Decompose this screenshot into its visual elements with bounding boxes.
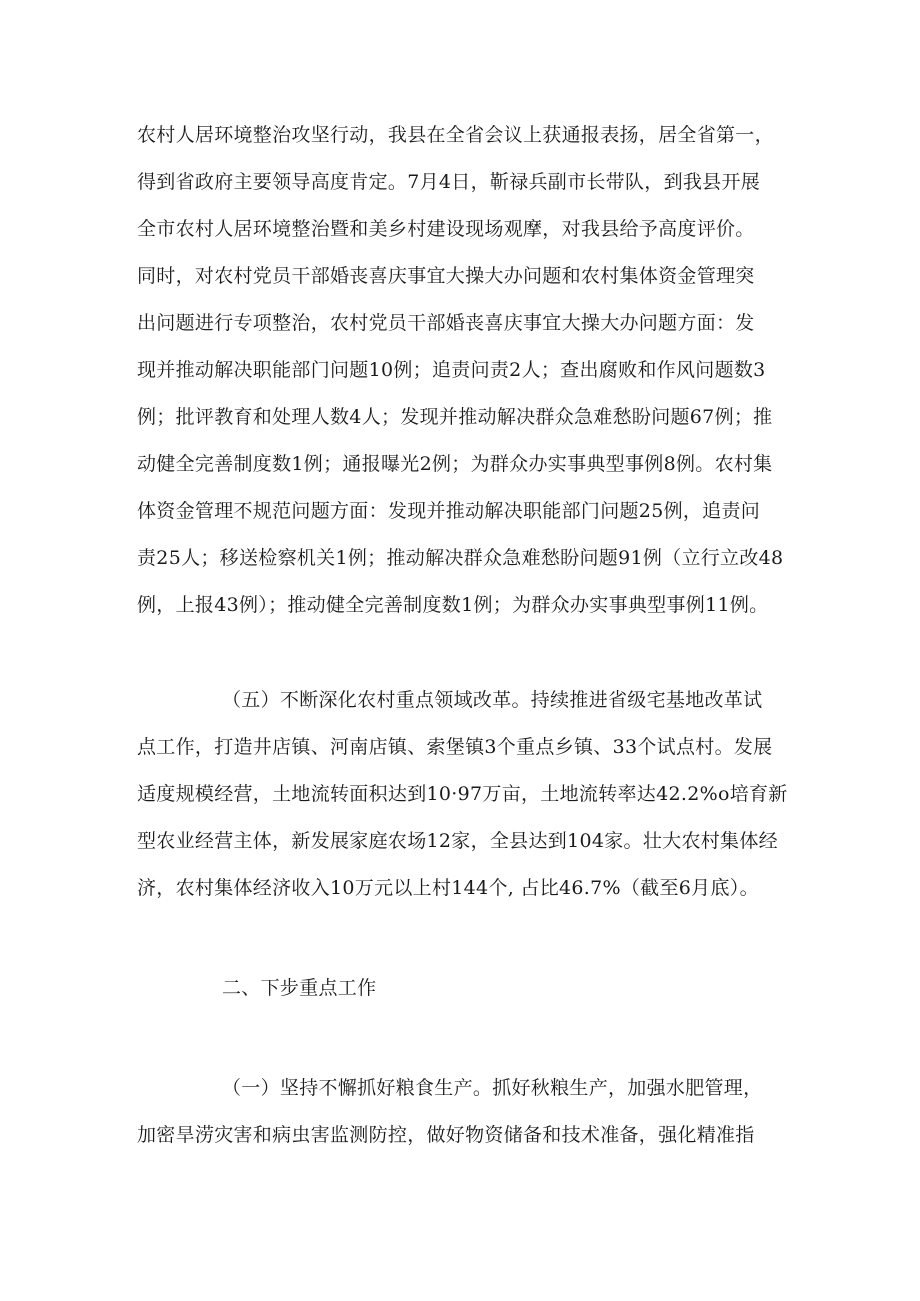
text-line: 责25人；移送检察机关1例；推动解决群众急难愁盼问题91例（立行立改48	[137, 547, 784, 569]
text-line: 型农业经营主体，新发展家庭农场12家，全县达到104家。壮大农村集体经	[137, 830, 778, 852]
text-line: 现并推动解决职能部门问题10例；追责问责2人；查出腐败和作风问题数3	[137, 359, 766, 381]
text-line: 济，农村集体经济收入10万元以上村144个, 占比46.7%（截至6月底）。	[137, 877, 759, 899]
text-line: 农村人居环境整治攻坚行动，我县在全省会议上获通报表扬，居全省第一，	[137, 124, 774, 146]
text-line: 例；批评教育和处理人数4人；发现并推动解决群众急难愁盼问题67例；推	[137, 406, 773, 428]
text-line: 适度规模经营，土地流转面积达到10·97万亩，土地流转率达42.2%o培育新	[137, 783, 788, 805]
text-line: 得到省政府主要领导高度肯定。7月4日，靳禄兵副市长带队，到我县开展	[137, 171, 761, 193]
text-line: 加密旱涝灾害和病虫害监测防控，做好物资储备和技术准备，强化精准指	[137, 1124, 755, 1146]
text-line: 体资金管理不规范问题方面：发现并推动解决职能部门问题25例，追责问	[137, 500, 761, 522]
text-line: 出问题进行专项整治，农村党员干部婚丧喜庆事宜大操大办问题方面：发	[137, 312, 755, 334]
text-line: （一）坚持不懈抓好粮食生产。抓好秋粮生产，加强水肥管理，	[222, 1077, 763, 1099]
text-line: （五）不断深化农村重点领域改革。持续推进省级宅基地改革试	[222, 689, 763, 711]
text-line: 例，上报43例）；推动健全完善制度数1例；为群众办实事典型事例11例。	[137, 594, 769, 616]
text-line: 动健全完善制度数1例；通报曝光2例；为群众办实事典型事例8例。农村集	[137, 453, 773, 475]
text-line: 点工作，打造井店镇、河南店镇、索堡镇3个重点乡镇、33个试点村。发展	[137, 736, 773, 758]
text-line: 全市农村人居环境整治暨和美乡村建设现场观摩，对我县给予高度评价。	[137, 218, 755, 240]
section-heading: 二、下步重点工作	[222, 977, 377, 999]
text-line: 同时，对农村党员干部婚丧喜庆事宜大操大办问题和农村集体资金管理突	[137, 265, 755, 287]
